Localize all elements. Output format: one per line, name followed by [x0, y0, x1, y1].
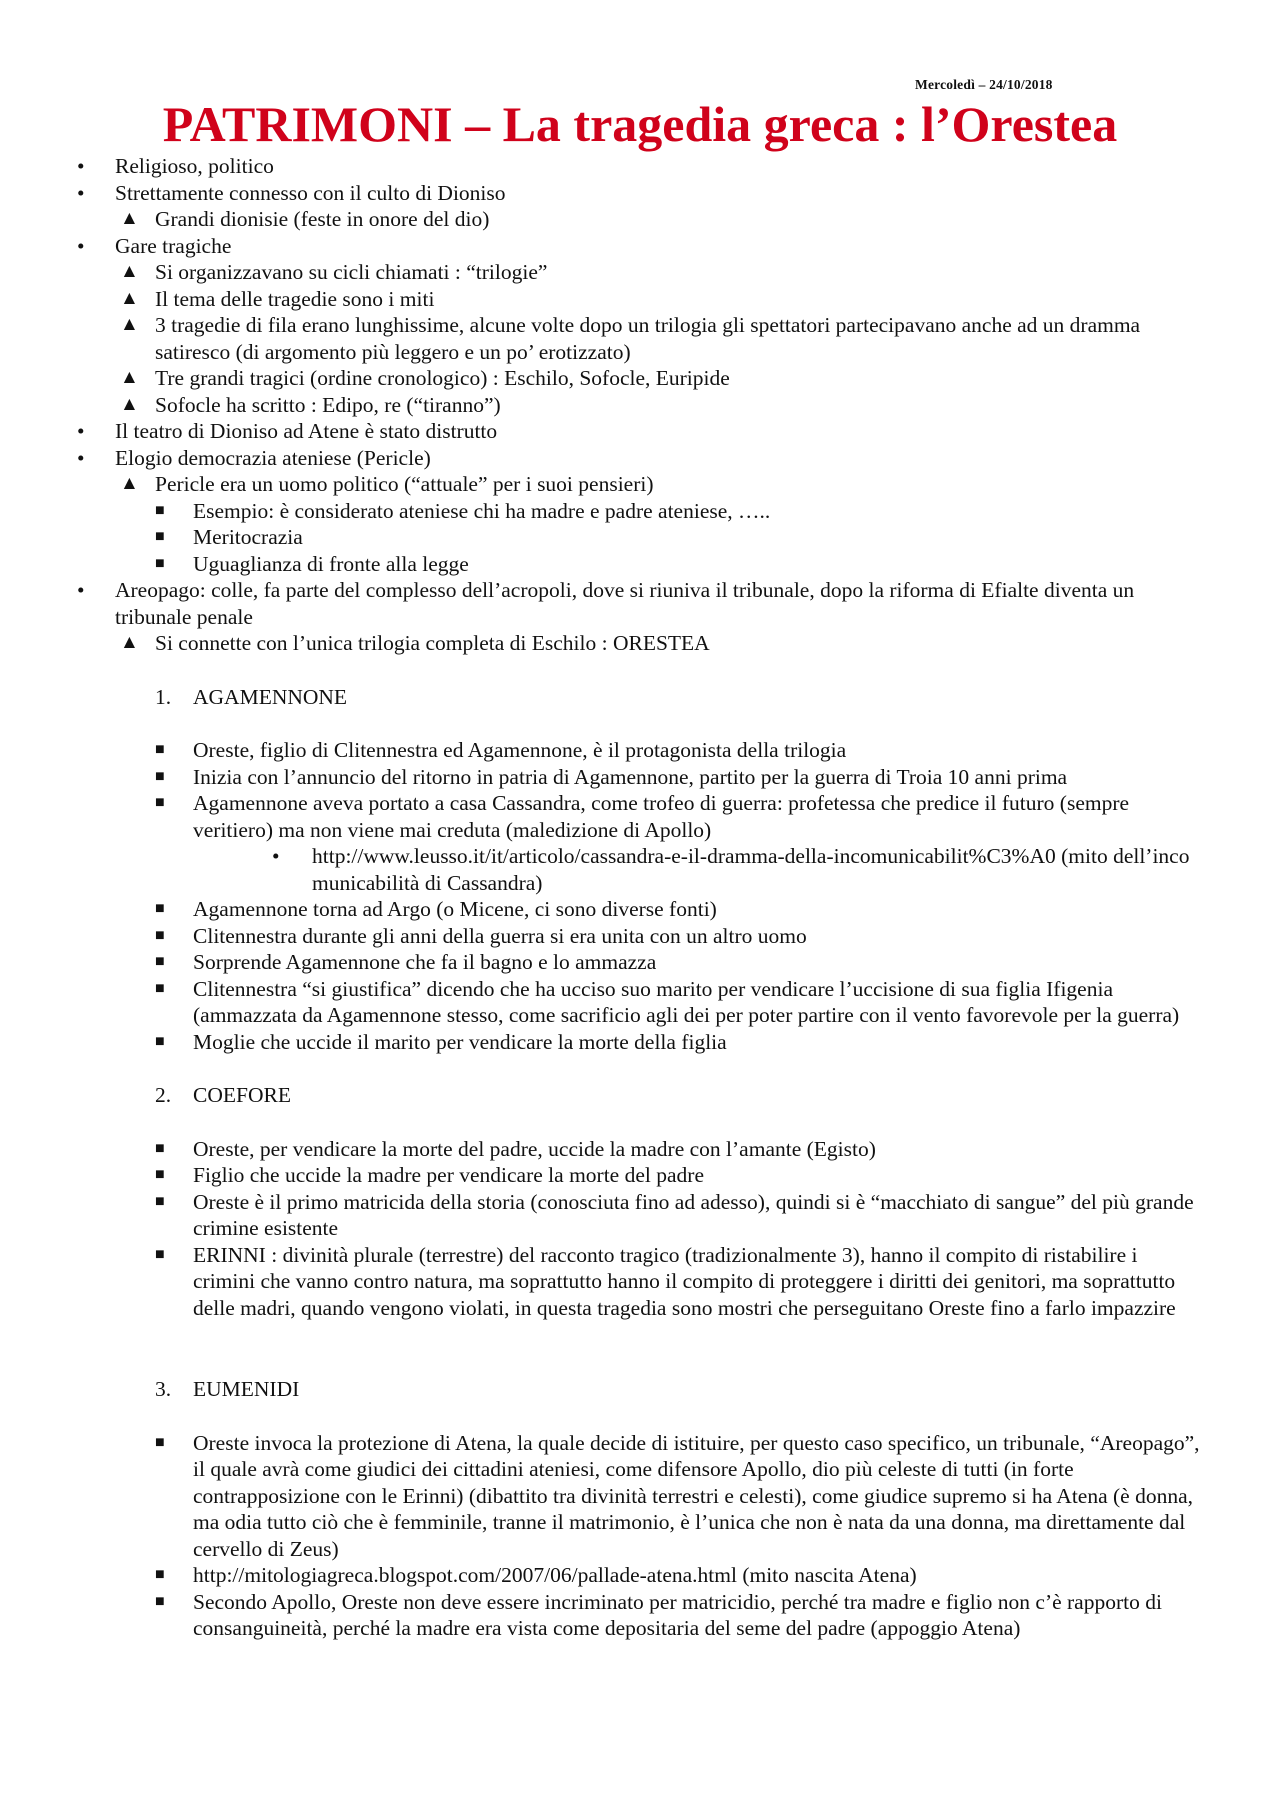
square-bullet-icon: ■: [155, 1032, 165, 1050]
list-item: ▲ Pericle era un uomo politico (“attuale” per i suoi pensieri): [120, 472, 654, 496]
section-heading-agamennone: 1. AGAMENNONE: [155, 684, 348, 709]
dot-bullet-icon: •: [272, 844, 280, 868]
triangle-bullet-icon: ▲: [120, 473, 139, 494]
list-item: ▲ Tre grandi tragici (ordine cronologico) : Eschilo, Sofocle, Euripide: [120, 366, 730, 390]
triangle-bullet-icon: ▲: [120, 287, 139, 309]
dot-bullet-icon: •: [77, 578, 85, 602]
list-item: ▲ Il tema delle tragedie sono i miti: [120, 286, 435, 311]
square-bullet-icon: ■: [155, 794, 165, 811]
list-item: ■ Sorprende Agamennone che fa il bagno e lo ammazza: [155, 950, 657, 974]
triangle-bullet-icon: ▲: [120, 261, 139, 282]
list-item: ▲ Si organizzavano su cicli chiamati : “trilogie”: [120, 260, 548, 284]
square-bullet-icon: ■: [155, 554, 165, 572]
date-header: Mercoledì – 24/10/2018: [915, 77, 1053, 92]
square-bullet-icon: ■: [155, 1592, 165, 1610]
list-item: ■ Secondo Apollo, Oreste non deve essere incriminato per matricidio, perché tra madre e figlio non c’è rapporto di consanguineità, perché la madre era vista come depositaria del seme del padre (appoggio Atena): [155, 1589, 1162, 1640]
list-item-link[interactable]: ■ http://mitologiagreca.blogspot.com/2007/06/pallade-atena.html (mito nascita Atena): [155, 1563, 917, 1587]
square-bullet-icon: ■: [155, 767, 165, 785]
square-bullet-icon: ■: [155, 900, 165, 917]
list-item: ■ Uguaglianza di fronte alla legge: [155, 551, 469, 576]
square-bullet-icon: ■: [155, 528, 165, 545]
list-item: ■ Oreste è il primo matricida della storia (conosciuta fino ad adesso), quindi si è “macchiato di sangue” del più grande crimine esistente: [155, 1189, 1194, 1240]
triangle-bullet-icon: ▲: [120, 632, 139, 653]
list-item: ■ Agamennone torna ad Argo (o Micene, ci sono diverse fonti): [155, 897, 717, 921]
triangle-bullet-icon: ▲: [120, 393, 139, 415]
square-bullet-icon: ■: [155, 953, 165, 970]
list-item: ■ ERINNI : divinità plurale (terrestre) del racconto tragico (tradizionalmente 3), hanno il compito di ristabilire i crimini che vanno contro natura, ma soprattutto hanno il compito di proteggere i diritti dei genitori, ma soprattutto delle madri, quando vengono violati, in questa tragedia sono mostri che perseguitano Oreste fino a farlo impazzire: [155, 1242, 1176, 1320]
list-item: ■ Esempio: è considerato ateniese chi ha madre e padre ateniese, …..: [155, 498, 771, 523]
dot-bullet-icon: •: [77, 445, 85, 470]
square-bullet-icon: ■: [155, 501, 165, 519]
list-item: ■ Clitennestra “si giustifica” dicendo che ha ucciso suo marito per vendicare l’uccisione di sua figlia Ifigenia (ammazzata da Agamennone stesso, come sacrificio agli dei per poter partire con il vento favorevole per la guerra): [155, 976, 1180, 1027]
notes-body: [0, 153, 1280, 1642]
square-bullet-icon: ■: [155, 1245, 165, 1263]
list-item: ■ Oreste, per vendicare la morte del padre, uccide la madre con l’amante (Egisto): [155, 1136, 876, 1161]
list-item: ■ Agamennone aveva portato a casa Cassandra, come trofeo di guerra: profetessa che predice il futuro (sempre veritiero) ma non viene mai creduta (maledizione di Apollo): [155, 791, 1130, 842]
list-item: • Elogio democrazia ateniese (Pericle): [77, 445, 431, 470]
page-title: PATRIMONI – La tragedia greca : l’Orestea: [162, 96, 1118, 152]
list-item: ■ Figlio che uccide la madre per vendicare la morte del padre: [155, 1163, 704, 1187]
section-heading-eumenidi: 3. EUMENIDI: [155, 1377, 300, 1401]
triangle-bullet-icon: ▲: [120, 208, 139, 229]
list-item: ■ Oreste, figlio di Clitennestra ed Agamennone, è il protagonista della trilogia: [155, 738, 847, 762]
square-bullet-icon: ■: [155, 1192, 165, 1210]
list-item: ▲ 3 tragedie di fila erano lunghissime, alcune volte dopo un trilogia gli spettatori partecipavano anche ad un dramma satiresco (di argomento più leggero e un po’ erotizzato): [120, 313, 1141, 364]
list-item-link[interactable]: • http://www.leusso.it/it/articolo/cassandra-e-il-dramma-della-incomunicabilit%C3%A0 (mito dell’incomunicabilità di Cassandra): [272, 844, 1190, 895]
square-bullet-icon: ■: [155, 1566, 165, 1583]
list-item: • Gare tragiche: [77, 233, 232, 258]
list-item: • Il teatro di Dioniso ad Atene è stato distrutto: [77, 419, 498, 443]
dot-bullet-icon: •: [77, 180, 85, 205]
list-item: ■ Oreste invoca la protezione di Atena, la quale decide di istituire, per questo caso specifico, un tribunale, “Areopago”, il quale avrà come giudici dei cittadini ateniesi, come difensore Apollo, dio più celeste di tutti (in forte contrapposizione con le Erinni) (dibattito tra divinità terrestri e celesti), come giudice supremo si ha Atena (è donna, ma odia tutto ciò che è femminile, tranne il matrimonio, è l’unica che non è nata da una donna, ma direttamente dal cervello di Zeus): [155, 1430, 1200, 1561]
square-bullet-icon: ■: [155, 979, 165, 997]
list-item: ▲ Grandi dionisie (feste in onore del dio): [120, 207, 490, 231]
square-bullet-icon: ■: [155, 1433, 165, 1451]
square-bullet-icon: ■: [155, 1166, 165, 1183]
list-item: • Religioso, politico: [77, 154, 274, 178]
dot-bullet-icon: •: [77, 419, 85, 443]
list-item: • Strettamente connesso con il culto di Dioniso: [77, 180, 506, 205]
list-item: ▲ Si connette con l’unica trilogia completa di Eschilo : ORESTEA: [120, 631, 710, 655]
list-item: ▲ Sofocle ha scritto : Edipo, re (“tiranno”): [120, 392, 501, 417]
triangle-bullet-icon: ▲: [120, 367, 139, 388]
square-bullet-icon: ■: [155, 741, 165, 758]
dot-bullet-icon: •: [77, 233, 85, 258]
list-item: • Areopago: colle, fa parte del complesso dell’acropoli, dove si riuniva il tribunale, dopo la riforma di Efialte diventa un tribunale penale: [77, 578, 1135, 629]
square-bullet-icon: ■: [155, 1139, 165, 1157]
dot-bullet-icon: •: [77, 154, 85, 178]
list-item: ■ Moglie che uccide il marito per vendicare la morte della figlia: [155, 1029, 727, 1054]
list-item: ■ Inizia con l’annuncio del ritorno in patria di Agamennone, partito per la guerra di Troia 10 anni prima: [155, 764, 1068, 789]
section-heading-coefore: 2. COEFORE: [155, 1083, 291, 1107]
list-item: ■ Meritocrazia: [155, 525, 303, 549]
triangle-bullet-icon: ▲: [120, 314, 139, 335]
square-bullet-icon: ■: [155, 926, 165, 944]
list-item: ■ Clitennestra durante gli anni della guerra si era unita con un altro uomo: [155, 923, 807, 948]
